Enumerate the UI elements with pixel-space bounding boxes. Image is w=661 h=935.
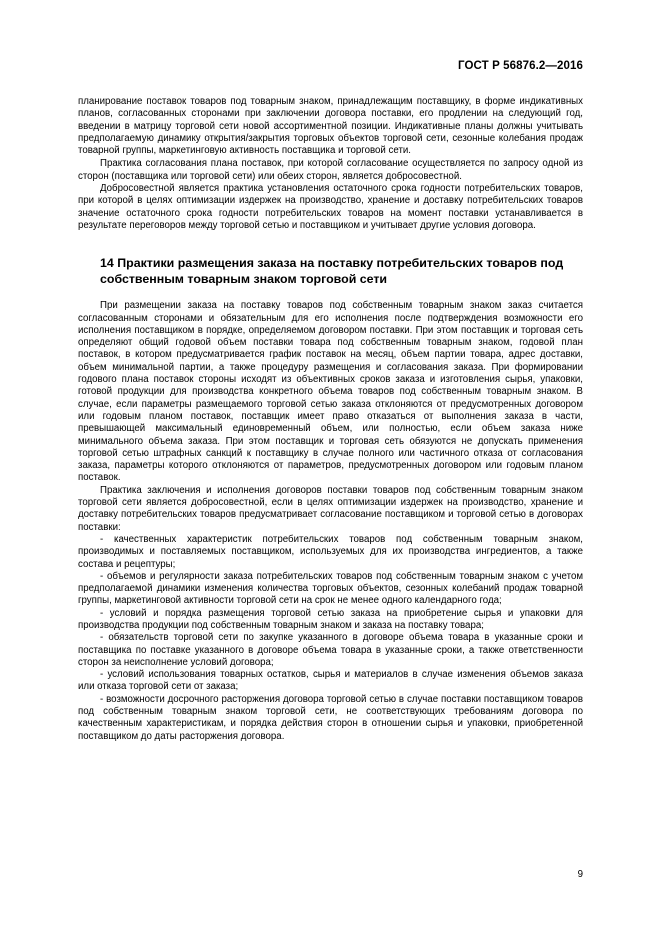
paragraph-continuation: планирование поставок товаров под товарным знаком, принадлежащим поставщику, в форме индикативных планов, согласованных сторонами при заключении договора поставки, его продлении на следующий год, введении в матрицу торговой сети новой ассортиментной позиции. Индикативные планы должны учитывать предполагаемую динамику открытия/закрытия торговых объектов торговой сети, сезонные колебания продаж товарной группы, маркетинговую активность поставщика и торговой сети. [78,96,583,157]
page-content [78,96,583,743]
paragraph-plan-agreement: Практика согласования плана поставок, при которой согласование осуществляется по запросу одной из сторон (поставщика или торговой сети) или обеих сторон, является добросовестной. [78,158,583,182]
list-item: - условий использования товарных остатков, сырья и материалов в случае изменения объемов заказа или отказа торговой сети от заказа; [78,669,583,693]
page-number: 9 [577,869,583,880]
paragraph-practice-intro: Практика заключения и исполнения договоров поставки товаров под собственным товарным знаком торговой сети является добросовестной, если в целях оптимизации издержек на производство, хранение и доставку потребительских товаров предусматривает согласование поставщиком и торговой сетью в договорах поставки: [78,484,583,533]
list-item: - условий и порядка размещения торговой сетью заказа на приобретение сырья и упаковки для производства продукции под собственным товарным знаком и заказа на поставку товара; [78,607,583,631]
paragraph-order-placement: При размещении заказа на поставку товаров под собственным товарным знаком заказ считается согласованным сторонами и обязательным для его исполнения после подтверждения возможности его исполнения поставщиком в порядке, определяемом договором поставки. При этом поставщик и торговая сеть определяют общий годовой объем поставки товара под собственным товарным знаком, годовой план поставок, в котором предусматривается график поставок на месяц, объем партии товара, адрес доставки, объем минимальной партии, а также процедуру размещения и согласования заказа. При формировании годового плана поставок стороны исходят из объективных сроков заказа и изготовления сырья, упаковки, готовой продукции для производства конкретного объема товаров под собственным товарным знаком. В случае, если параметры размещаемого торговой сетью заказа отклоняются от предусмотренных договором или годовым планом поставок, поставщик имеет право отказаться от выполнения заказа в части, превышающей максимальный единовременный объем, или полностью, если объем заказа ниже минимального объема заказа. При этом поставщик и торговая сеть обязуются не допускать применения торговой сетью штрафных санкций к поставщику в случае полного или частичного отказа от согласования заказа, параметры которого отклоняются от параметров, предусмотренных договором или годовым планом поставок. [78,300,583,484]
list-item: - качественных характеристик потребительских товаров под собственным товарным знаком, производимых и поставляемых поставщиком, используемых для их производства ингредиентов, а также состава и рецептуры; [78,533,583,570]
paragraph-shelf-life: Добросовестной является практика установления остаточного срока годности потребительских товаров, при которой в целях оптимизации издержек на производство, хранение и доставку потребительских товаров значение остаточного срока годности потребительских товаров на момент поставки устанавливается в результате переговоров между торговой сетью и поставщиком и учитывает другие условия договора. [78,183,583,231]
list-item: - возможности досрочного расторжения договора торговой сетью в случае поставки поставщиком товаров под собственным товарным знаком торговой сети, не соответствующих требованиям договора по качественным характеристикам, и порядка действия сторон в отношении сырья и упаковки, приобретенной поставщиком до даты расторжения договора. [78,693,583,742]
section-heading: 14 Практики размещения заказа на поставку потребительских товаров под собственным товарным знаком торговой сети [100,256,564,286]
list-item: - объемов и регулярности заказа потребительских товаров под собственным товарным знаком с учетом предполагаемой динамики изменения количества торговых объектов, сезонных колебаний продаж товарной группы, маркетинговой активности торговой сети на срок не менее одного календарного года; [78,570,583,607]
list-item: - обязательств торговой сети по закупке указанного в договоре объема товара в указанные сроки и поставщика по поставке указанного в договоре объема товара в указанные сроки, а также ответственности сторон за неисполнение условий договора; [78,632,583,668]
document-code-header: ГОСТ Р 56876.2—2016 [458,60,583,72]
